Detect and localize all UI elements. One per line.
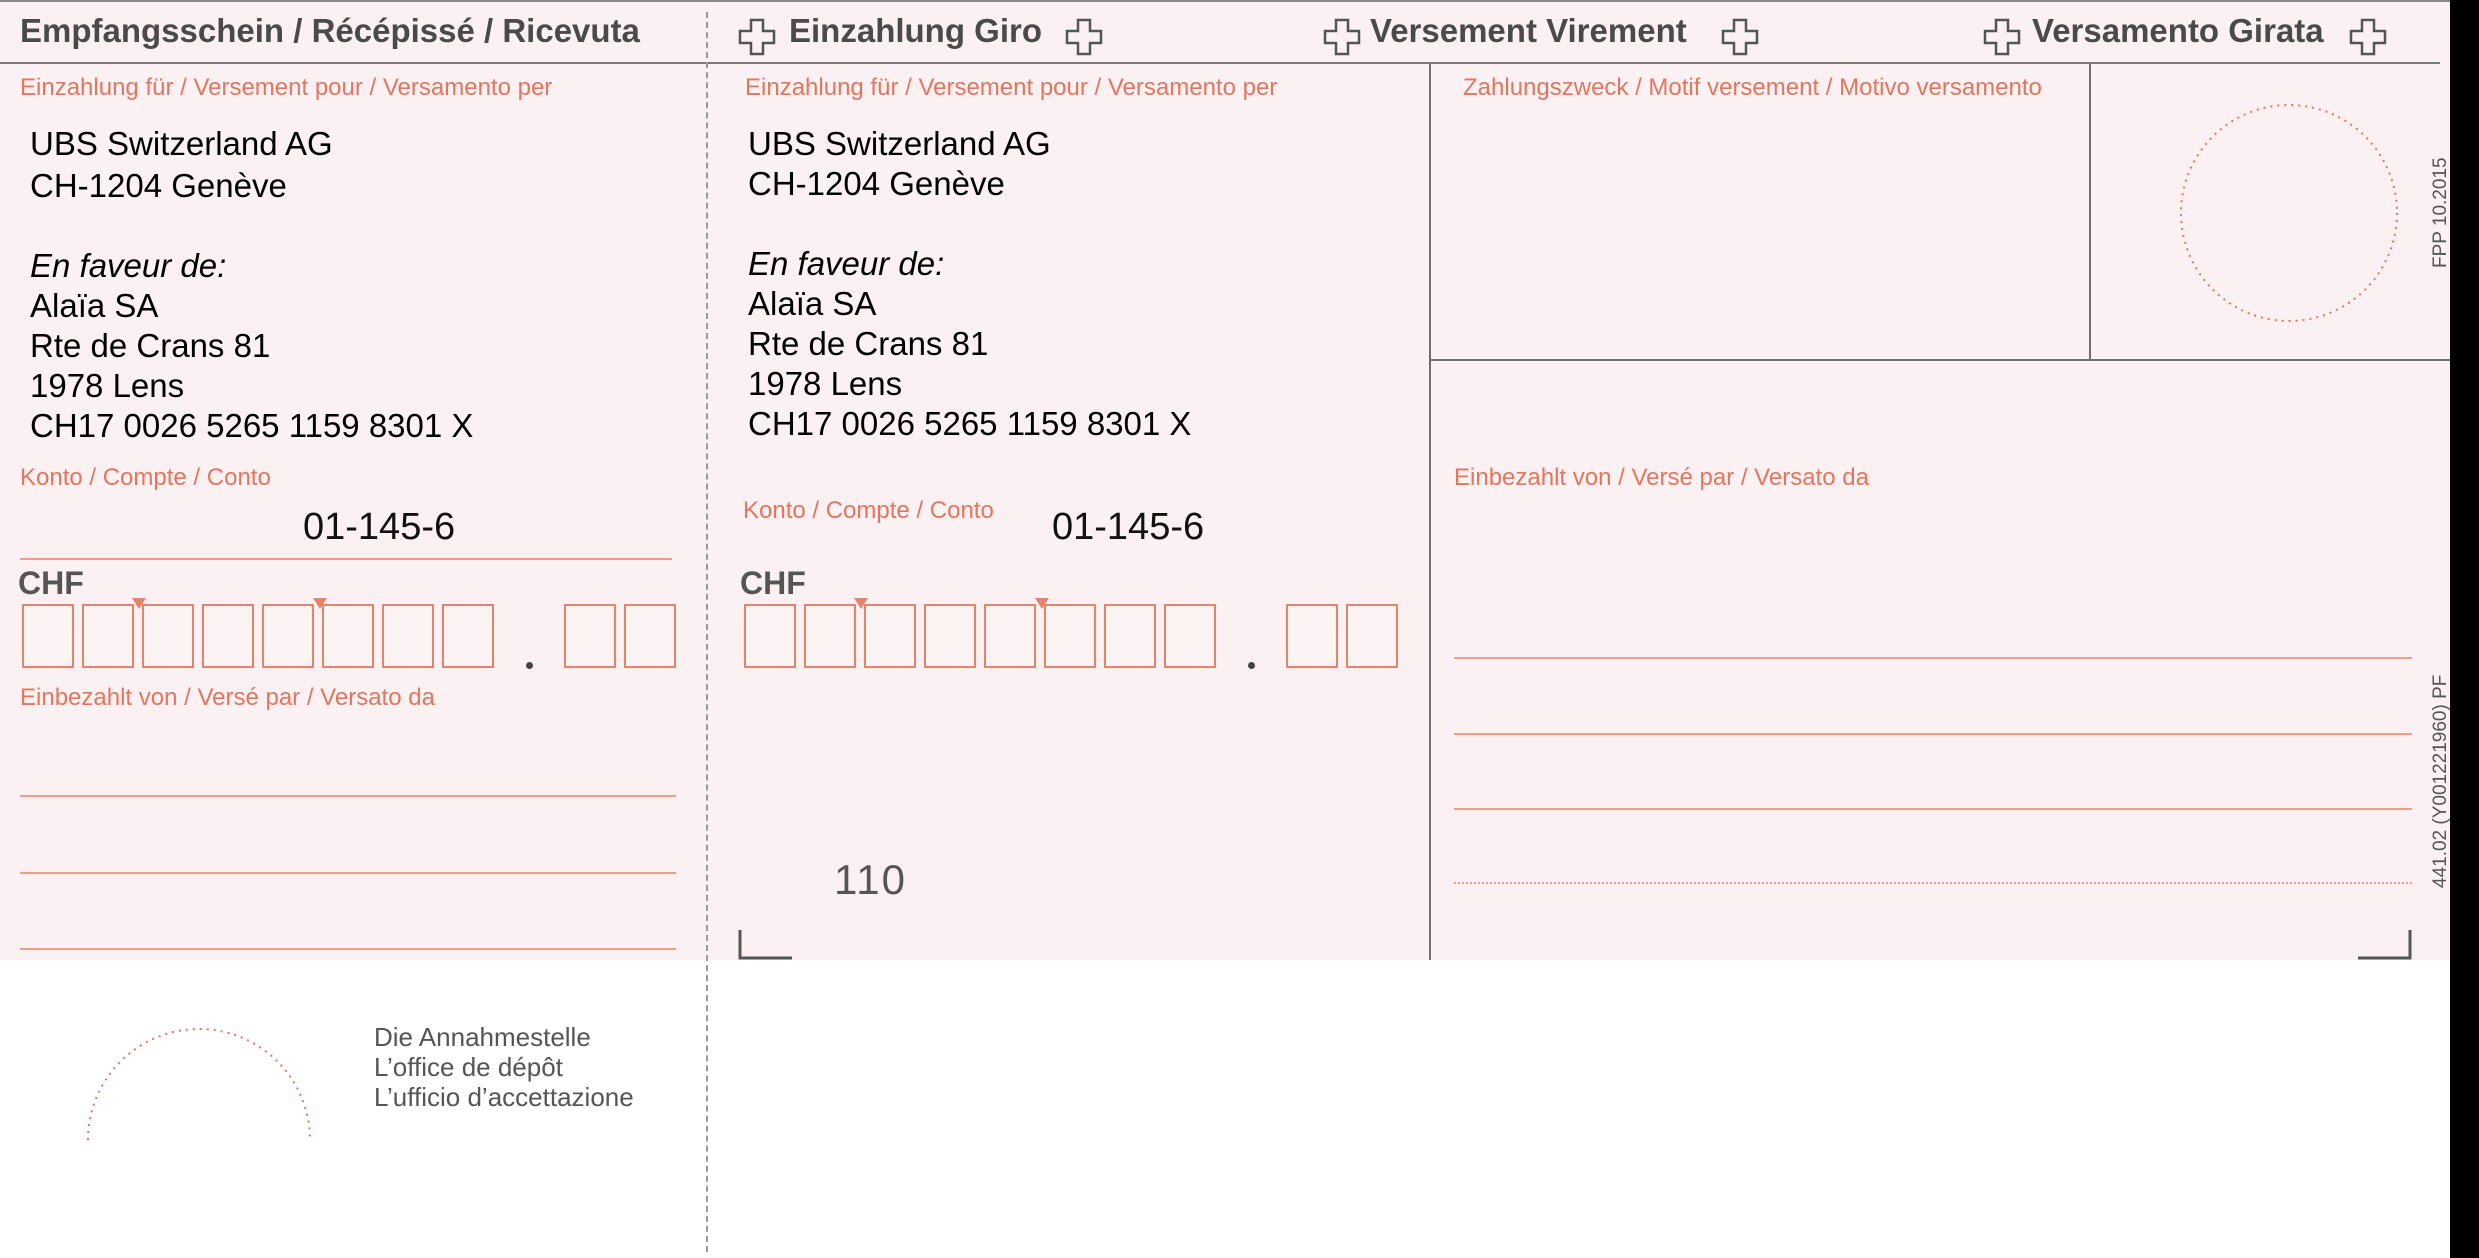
amount-digit-box[interactable]: [142, 604, 194, 668]
purpose-label: Zahlungszweck / Motif versement / Motivo versamento: [1463, 74, 2042, 101]
receipt-payment-for-label: Einzahlung für / Versement pour / Versamento per: [20, 74, 553, 101]
receipt-beneficiary-line2: Rte de Crans 81: [30, 327, 271, 364]
receipt-iban: CH17 0026 5265 1159 8301 X: [30, 407, 474, 444]
amount-digit-box[interactable]: [984, 604, 1036, 668]
swiss-cross-icon: [1720, 17, 1760, 57]
amount-digit-box[interactable]: [22, 604, 74, 668]
slip-paid-by-line[interactable]: [1454, 733, 2412, 735]
slip-bank-line2: CH-1204 Genève: [748, 165, 1005, 202]
swiss-cross-icon: [1322, 17, 1362, 57]
amount-digit-box[interactable]: [744, 604, 796, 668]
slip-bank-line1: UBS Switzerland AG: [748, 125, 1051, 162]
receipt-account-label: Konto / Compte / Conto: [20, 464, 271, 491]
office-line1: Die Annahmestelle: [374, 1022, 591, 1052]
amount-digit-box[interactable]: [924, 604, 976, 668]
form-version: FPP 10.2015: [2430, 157, 2451, 268]
receipt-beneficiary-line3: 1978 Lens: [30, 367, 185, 404]
amount-digit-box[interactable]: [1164, 604, 1216, 668]
receipt-in-favour: En faveur de:: [30, 247, 227, 284]
swiss-cross-icon: [2348, 17, 2388, 57]
slip-in-favour: En faveur de:: [748, 245, 945, 282]
amount-digit-box[interactable]: [322, 604, 374, 668]
amount-digit-box[interactable]: [1104, 604, 1156, 668]
purpose-box-bottom: [1429, 359, 2450, 361]
amount-digit-box[interactable]: [864, 604, 916, 668]
amount-digit-box[interactable]: [82, 604, 134, 668]
giro-title-fr: Versement Virement: [1370, 12, 1687, 49]
slip-beneficiary-line1: Alaïa SA: [748, 285, 877, 322]
decimal-point: [526, 662, 533, 669]
slip-bottom-white: [0, 960, 2450, 1258]
amount-digit-box[interactable]: [382, 604, 434, 668]
receipt-beneficiary-line1: Alaïa SA: [30, 287, 159, 324]
top-border: [0, 0, 2450, 2]
slip-currency: CHF: [740, 565, 806, 601]
receipt-account-number: 01-145-6: [303, 506, 456, 548]
receipt-paid-by-line[interactable]: [20, 872, 676, 874]
receipt-paid-by-line[interactable]: [20, 795, 676, 797]
scan-corner-mark-right: [2358, 930, 2412, 960]
slip-account-label: Konto / Compte / Conto: [743, 497, 994, 524]
receipt-title: Empfangsschein / Récépissé / Ricevuta: [20, 12, 640, 49]
decimal-point: [1248, 662, 1255, 669]
slip-column-divider: [1429, 64, 1431, 960]
office-stamp-arc: [84, 1006, 314, 1142]
amount-digit-box[interactable]: [1044, 604, 1096, 668]
header-divider: [0, 62, 2440, 64]
receipt-account-underline: [20, 558, 672, 560]
post-stamp-circle: [2178, 102, 2400, 324]
slip-account-number: 01-145-6: [1052, 506, 1205, 548]
amount-digit-box[interactable]: [262, 604, 314, 668]
amount-cents-box[interactable]: [1346, 604, 1398, 668]
amount-cents-box[interactable]: [564, 604, 616, 668]
giro-title-it: Versamento Girata: [2032, 12, 2324, 49]
receipt-paid-by-line[interactable]: [20, 948, 676, 950]
amount-digit-box[interactable]: [804, 604, 856, 668]
scan-corner-mark-left: [738, 930, 792, 960]
slip-beneficiary-line3: 1978 Lens: [748, 365, 903, 402]
slip-beneficiary-line2: Rte de Crans 81: [748, 325, 989, 362]
receipt-bank-line2: CH-1204 Genève: [30, 167, 287, 204]
amount-digit-box[interactable]: [202, 604, 254, 668]
swiss-cross-icon: [737, 17, 777, 57]
office-line3: L’ufficio d’accettazione: [374, 1082, 634, 1112]
amount-cents-box[interactable]: [1286, 604, 1338, 668]
swiss-cross-icon: [1064, 17, 1104, 57]
form-code: 441.02 (Y001221960) PF: [2430, 674, 2451, 888]
stamp-box-divider: [2089, 64, 2091, 360]
slip-iban: CH17 0026 5265 1159 8301 X: [748, 405, 1192, 442]
slip-paid-by-label: Einbezahlt von / Versé par / Versato da: [1454, 464, 1869, 491]
office-line2: L’office de dépôt: [374, 1052, 563, 1082]
receipt-perforation: [706, 12, 708, 1252]
slip-paid-by-dotted-line: [1454, 882, 2412, 884]
amount-digit-box[interactable]: [442, 604, 494, 668]
scan-edge: [2450, 0, 2479, 1258]
receipt-paid-by-label: Einbezahlt von / Versé par / Versato da: [20, 684, 435, 711]
slip-paid-by-line[interactable]: [1454, 657, 2412, 659]
receipt-bank-line1: UBS Switzerland AG: [30, 125, 333, 162]
amount-cents-box[interactable]: [624, 604, 676, 668]
slip-payment-for-label: Einzahlung für / Versement pour / Versamento per: [745, 74, 1278, 101]
giro-title-de: Einzahlung Giro: [789, 12, 1042, 49]
receipt-currency: CHF: [18, 565, 84, 601]
slip-code: 110: [834, 856, 907, 903]
slip-paid-by-line[interactable]: [1454, 808, 2412, 810]
swiss-cross-icon: [1982, 17, 2022, 57]
